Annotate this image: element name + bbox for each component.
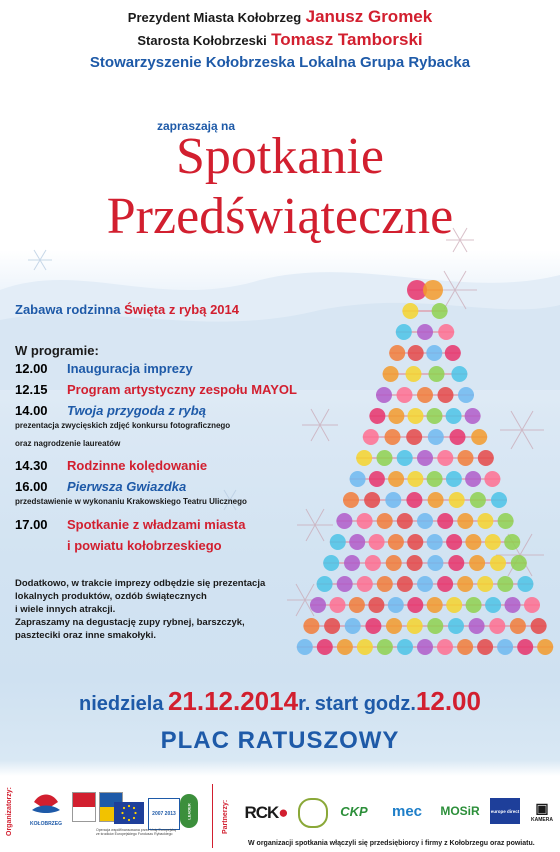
- kolobrzeg-logo: [26, 784, 66, 828]
- program-event: Inauguracja imprezy: [67, 361, 193, 376]
- tree-bead: [427, 597, 443, 613]
- tree-bead: [449, 492, 465, 508]
- event-date: [0, 686, 560, 717]
- tree-bead: [406, 492, 422, 508]
- tree-bead: [408, 408, 424, 424]
- tree-bead: [388, 534, 404, 550]
- mayor-name: Janusz Gromek: [305, 7, 433, 26]
- tree-bead: [477, 639, 493, 655]
- event-day: niedziela: [79, 693, 164, 715]
- tree-bead: [427, 555, 443, 571]
- tree-bead: [491, 492, 507, 508]
- event-date-value: 21.12.2014: [167, 686, 299, 716]
- tree-bead: [407, 534, 423, 550]
- city-coat-of-arms-icon: [72, 792, 96, 822]
- ckp-logo: [332, 800, 376, 822]
- rck-dot-icon: ●: [278, 803, 288, 822]
- program-item-continued: [67, 537, 222, 555]
- mosir-logo: [438, 800, 482, 822]
- tree-bead: [497, 576, 513, 592]
- efr-logo-text: 2007 2013: [152, 811, 176, 817]
- invite-text: zapraszają na: [156, 119, 236, 133]
- tree-bead: [477, 576, 493, 592]
- extra-info-line: paszteciki oraz inne smakołyki.: [15, 630, 156, 641]
- tree-bead: [524, 597, 540, 613]
- tree-bead: [376, 387, 392, 403]
- tree-bead: [485, 534, 501, 550]
- tree-bead: [350, 471, 366, 487]
- tree-bead: [365, 618, 381, 634]
- tree-bead: [437, 576, 453, 592]
- tree-bead: [365, 555, 381, 571]
- tree-bead: [417, 387, 433, 403]
- organizers-label: Organizatorzy:: [6, 786, 13, 836]
- tree-bead: [429, 366, 445, 382]
- program-note: przedstawienie w wykonaniu Krakowskiego Teatru Ulicznego: [15, 497, 247, 506]
- tree-bead: [377, 450, 393, 466]
- tree-bead: [423, 280, 443, 300]
- tree-bead: [450, 429, 466, 445]
- tree-bead: [357, 576, 373, 592]
- tree-bead: [337, 576, 353, 592]
- eu-flag-icon: [114, 802, 144, 824]
- program-item: [15, 360, 193, 378]
- tree-bead: [497, 639, 513, 655]
- program-time: 12.00: [15, 361, 48, 376]
- tree-bead: [397, 450, 413, 466]
- tree-bead: [465, 408, 481, 424]
- tree-bead: [330, 534, 346, 550]
- tree-bead: [470, 492, 486, 508]
- tree-bead: [368, 597, 384, 613]
- mosir-logo-text: MOSiR: [440, 804, 480, 818]
- ckp-logo-text: CKP: [340, 803, 368, 819]
- tree-bead: [324, 618, 340, 634]
- tree-bead: [417, 576, 433, 592]
- tree-bead: [428, 492, 444, 508]
- tree-bead: [426, 345, 442, 361]
- tree-bead: [448, 555, 464, 571]
- program-note: prezentacja zwycięskich zdjęć konkursu fotograficznego: [15, 421, 231, 430]
- tree-bead: [357, 639, 373, 655]
- tree-bead: [477, 513, 493, 529]
- tree-bead: [407, 471, 423, 487]
- tree-bead: [383, 366, 399, 382]
- tree-bead: [364, 492, 380, 508]
- program-event-line2: i powiatu kołobrzeskiego: [67, 538, 222, 553]
- tree-bead: [490, 555, 506, 571]
- tree-bead: [386, 618, 402, 634]
- tree-bead: [377, 513, 393, 529]
- tree-bead: [427, 618, 443, 634]
- tree-bead: [510, 618, 526, 634]
- tree-bead: [457, 639, 473, 655]
- kamera-logo: [526, 796, 558, 826]
- tree-bead: [504, 534, 520, 550]
- event-date-suffix: r.: [298, 693, 311, 715]
- partners-label: Partnerzy:: [222, 799, 229, 834]
- subtitle-prefix: Zabawa rodzinna: [15, 302, 121, 317]
- rck-logo-text: RCK: [244, 803, 279, 822]
- tree-bead: [485, 597, 501, 613]
- extra-info-line: Zapraszamy na degustację zupy rybnej, barszczyk,: [15, 617, 245, 628]
- tree-bead: [458, 387, 474, 403]
- event-start-label: start godz.: [314, 693, 416, 715]
- tree-bead: [438, 387, 454, 403]
- tree-bead: [517, 639, 533, 655]
- tree-bead: [402, 303, 418, 319]
- tree-bead: [330, 597, 346, 613]
- extra-info-line: lokalnych produktów, ozdób świątecznych: [15, 591, 207, 602]
- tree-bead: [437, 639, 453, 655]
- program-item: [15, 402, 206, 420]
- program-heading: W programie:: [15, 343, 99, 358]
- tree-bead: [517, 576, 533, 592]
- program-time: 14.00: [15, 403, 48, 418]
- tree-bead: [317, 576, 333, 592]
- tree-bead: [451, 366, 467, 382]
- tree-bead: [428, 429, 444, 445]
- tree-bead: [343, 492, 359, 508]
- program-item: [15, 478, 186, 496]
- tree-bead: [446, 471, 462, 487]
- tree-bead: [369, 534, 385, 550]
- tree-bead: [437, 513, 453, 529]
- tree-bead: [432, 303, 448, 319]
- tree-bead: [458, 450, 474, 466]
- tree-bead: [406, 429, 422, 445]
- europe-direct-logo-text: europe direct: [490, 808, 520, 814]
- program-event: Twoja przygoda z rybą: [67, 403, 206, 418]
- tree-bead: [349, 597, 365, 613]
- tree-bead: [446, 408, 462, 424]
- tree-bead: [407, 597, 423, 613]
- tree-bead: [349, 534, 365, 550]
- tree-bead: [531, 618, 547, 634]
- svg-text:KOŁOBRZEG: KOŁOBRZEG: [30, 821, 62, 827]
- program-item: [15, 516, 245, 534]
- header-line-3: [0, 52, 560, 74]
- tree-bead: [388, 471, 404, 487]
- association-name: Stowarzyszenie Kołobrzeska Lokalna Grupa Rybacka: [89, 54, 471, 71]
- subtitle-highlight: Święta z rybą 2014: [124, 302, 239, 317]
- tree-bead: [417, 324, 433, 340]
- program-time: 16.00: [15, 479, 48, 494]
- tree-bead: [385, 492, 401, 508]
- program-time: 12.15: [15, 382, 48, 397]
- tree-bead: [427, 408, 443, 424]
- tree-bead: [417, 513, 433, 529]
- tree-bead: [323, 555, 339, 571]
- starost-name: Tomasz Tamborski: [271, 30, 423, 49]
- tree-bead: [471, 429, 487, 445]
- tree-bead: [427, 534, 443, 550]
- tree-bead: [457, 513, 473, 529]
- tree-bead: [537, 639, 553, 655]
- tree-bead: [408, 345, 424, 361]
- tree-bead: [469, 555, 485, 571]
- event-start-time: 12.00: [415, 686, 481, 716]
- tree-bead: [406, 366, 422, 382]
- footer-divider: [212, 784, 213, 848]
- event-subtitle: [15, 302, 239, 317]
- tree-bead: [388, 408, 404, 424]
- mec-logo-text: mec: [391, 802, 423, 820]
- tree-bead: [337, 639, 353, 655]
- title-line-2: Przedświąteczne: [106, 188, 454, 245]
- kamera-icon: ▣: [535, 799, 549, 816]
- tree-bead: [489, 618, 505, 634]
- tree-bead: [397, 387, 413, 403]
- program-item: [15, 381, 297, 399]
- tree-bead: [385, 429, 401, 445]
- footer-note: W organizacji spotkania włączyli się przedsiębiorcy i firmy z Kołobrzegu oraz powiatu.: [248, 840, 535, 847]
- mayor-title: Prezydent Miasta Kołobrzeg: [127, 10, 302, 25]
- event-place: PLAC RATUSZOWY: [160, 727, 400, 754]
- tree-bead: [397, 639, 413, 655]
- tree-bead: [407, 618, 423, 634]
- tree-bead: [377, 639, 393, 655]
- tree-bead: [396, 324, 412, 340]
- tree-bead: [407, 555, 423, 571]
- leader-logo: [180, 794, 198, 828]
- tree-bead: [357, 513, 373, 529]
- tree-bead: [505, 597, 521, 613]
- tree-bead: [369, 408, 385, 424]
- tree-bead: [317, 639, 333, 655]
- tree-bead: [438, 324, 454, 340]
- tree-bead: [445, 345, 461, 361]
- tree-bead: [465, 534, 481, 550]
- tree-bead: [417, 450, 433, 466]
- tree-bead: [386, 555, 402, 571]
- program-event: Rodzinne kolędowanie: [67, 458, 208, 473]
- efr-logo: [148, 798, 180, 830]
- program-event: Spotkanie z władzami miasta: [67, 517, 246, 532]
- tree-bead: [369, 471, 385, 487]
- tree-bead: [389, 345, 405, 361]
- bead-christmas-tree: [290, 270, 560, 690]
- tree-bead: [466, 597, 482, 613]
- tree-bead: [448, 618, 464, 634]
- tree-bead: [388, 597, 404, 613]
- program-event: Program artystyczny zespołu MAYOL: [67, 382, 297, 397]
- tree-bead: [427, 471, 443, 487]
- extra-info-line: i wiele innych atrakcji.: [15, 604, 116, 615]
- starost-title: Starosta Kołobrzeski: [137, 33, 267, 48]
- tree-bead: [465, 471, 481, 487]
- header-line-2: [0, 29, 560, 52]
- partner-seal-logo: [298, 798, 328, 828]
- tree-bead: [446, 534, 462, 550]
- extra-info: [15, 577, 315, 642]
- tree-bead: [457, 576, 473, 592]
- tree-bead: [498, 513, 514, 529]
- tree-bead: [484, 471, 500, 487]
- organizers-header: [0, 6, 560, 74]
- tree-bead: [345, 618, 361, 634]
- extra-info-line: Dodatkowo, w trakcie imprezy odbędzie się prezentacja: [15, 578, 266, 589]
- kamera-logo-text: KAMERA: [531, 816, 553, 823]
- header-line-1: [0, 6, 560, 29]
- europe-direct-logo: [490, 798, 520, 824]
- leader-logo-text: LEADER: [186, 802, 192, 820]
- program-time: 14.30: [15, 458, 48, 473]
- tree-bead: [377, 576, 393, 592]
- sponsors-footer: [0, 778, 560, 852]
- tree-bead: [437, 450, 453, 466]
- program-item: [15, 457, 207, 475]
- rck-logo: [244, 802, 288, 824]
- program-time: 17.00: [15, 517, 48, 532]
- tree-bead: [417, 639, 433, 655]
- program-note: oraz nagrodzenie laureatów: [15, 439, 121, 448]
- tree-bead: [397, 513, 413, 529]
- program-event: Pierwsza Gwiazdka: [67, 479, 187, 494]
- tree-bead: [363, 429, 379, 445]
- title-line-1: Spotkanie: [176, 128, 384, 185]
- eu-fine-print: Operacja współfinansowana przez Unię Europejską ze środków Europejskiego Funduszu Rybackiego: [96, 828, 176, 836]
- mec-logo: [384, 800, 430, 822]
- tree-bead: [511, 555, 527, 571]
- tree-bead: [356, 450, 372, 466]
- tree-bead: [478, 450, 494, 466]
- tree-bead: [344, 555, 360, 571]
- tree-bead: [469, 618, 485, 634]
- tree-bead: [397, 576, 413, 592]
- tree-bead: [336, 513, 352, 529]
- tree-bead: [446, 597, 462, 613]
